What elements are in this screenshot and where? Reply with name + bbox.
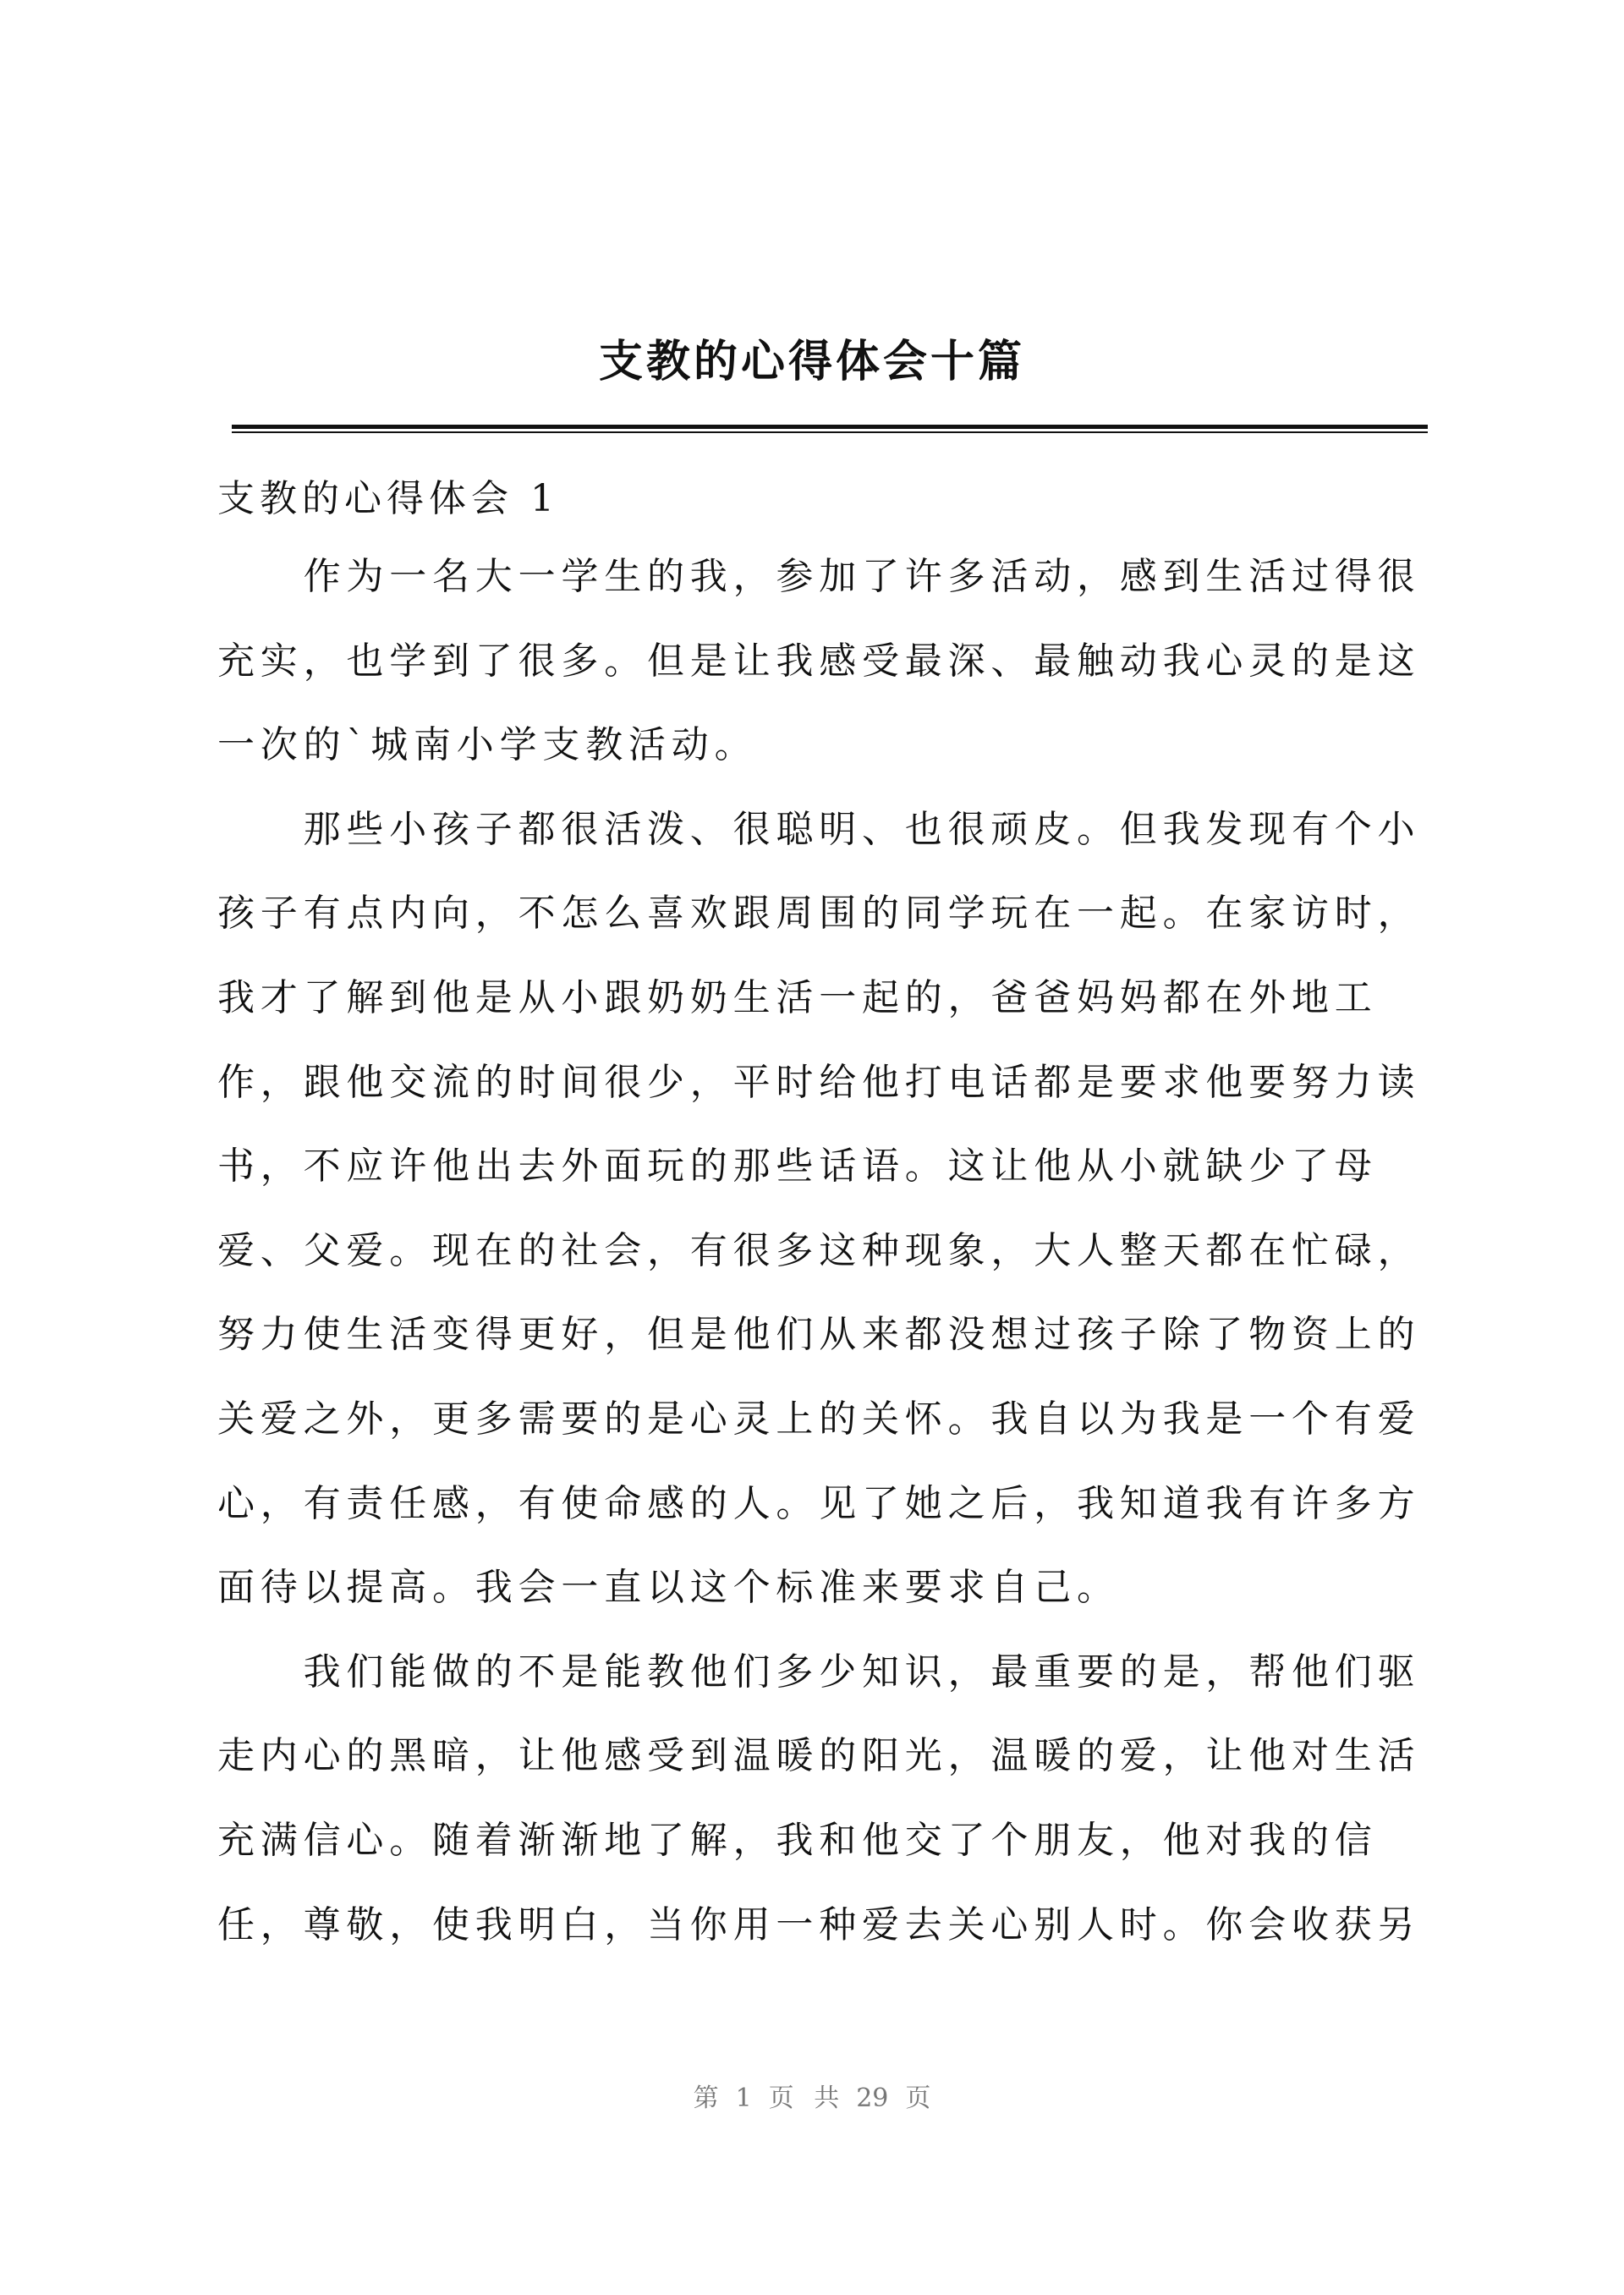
text-line: 走内心的黑暗，让他感受到温暖的阳光，温暖的爱，让他对生活 [217,1734,1421,1778]
text-line: 面待以提高。我会一直以这个标准来要求自己。 [217,1566,1120,1610]
text-line: 努力使生活变得更好，但是他们从来都没想过孩子除了物资上的 [217,1313,1421,1357]
text-line: 那些小孩子都很活泼、很聪明、也很顽皮。但我发现有个小 [303,807,1421,851]
total-pages: 29 [856,2084,889,2113]
section-heading: 支教的心得体会 1 [217,477,559,520]
footer-mid: 页 共 [768,2084,840,2113]
footer-prefix: 第 [693,2084,719,2113]
text-line: 书，不应许他出去外面玩的那些话语。这让他从小就缺少了母 [217,1145,1378,1189]
text-line: 任，尊敬，使我明白，当你用一种爱去关心别人时。你会收获另 [217,1902,1421,1946]
document-title: 支教的心得体会十篇 [598,337,1025,387]
text-line: 作为一名大一学生的我，参加了许多活动，感到生活过得很 [303,555,1421,598]
text-line: 充实，也学到了很多。但是让我感受最深、最触动我心灵的是这 [217,639,1421,683]
current-page-number: 1 [735,2084,752,2113]
text-line: 心，有责任感，有使命感的人。见了她之后，我知道我有许多方 [217,1481,1421,1525]
text-line: 爱、父爱。现在的社会，有很多这种现象，大人整天都在忙碌， [217,1228,1421,1272]
text-line: 孩子有点内向，不怎么喜欢跟周围的同学玩在一起。在家访时， [217,892,1421,936]
text-line: 充满信心。随着渐渐地了解，我和他交了个朋友，他对我的信 [217,1818,1378,1862]
text-line: 一次的`城南小学支教活动。 [217,723,758,767]
page-footer [0,2077,1624,2114]
title-divider [232,425,1428,433]
text-line: 关爱之外，更多需要的是心灵上的关怀。我自以为我是一个有爱 [217,1397,1421,1441]
text-line: 我们能做的不是能教他们多少知识，最重要的是，帮他们驱 [303,1650,1421,1694]
footer-suffix: 页 [905,2084,931,2113]
document-body [217,535,1420,1967]
text-line: 作，跟他交流的时间很少，平时给他打电话都是要求他要努力读 [217,1060,1421,1104]
text-line: 我才了解到他是从小跟奶奶生活一起的，爸爸妈妈都在外地工 [217,975,1378,1019]
